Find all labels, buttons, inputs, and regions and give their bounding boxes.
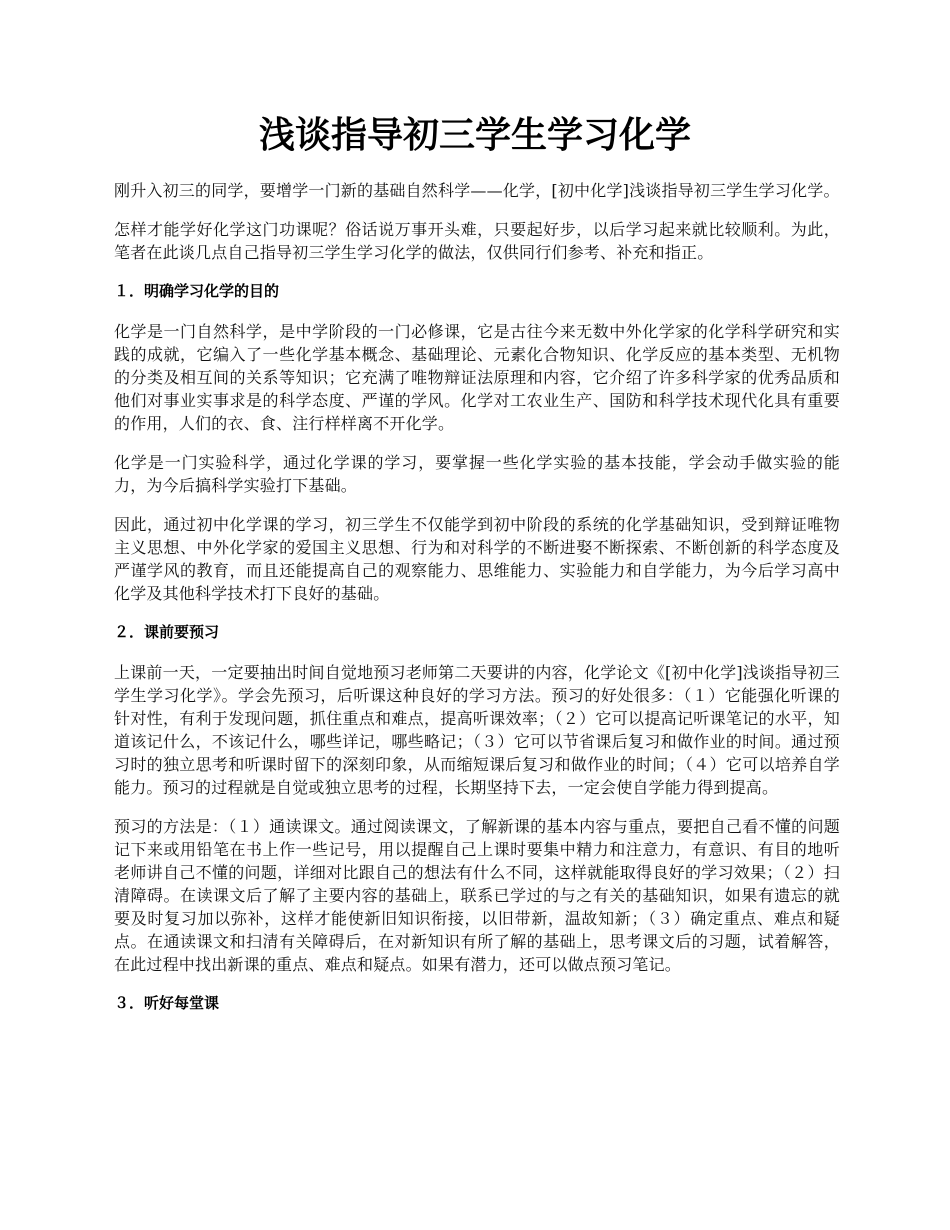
body-paragraph: 怎样才能学好化学这门功课呢？俗话说万事开头难，只要起好步，以后学习起来就比较顺利。为此，笔者在此谈几点自己指导初三学生学习化学的做法，仅供同行们参考、补充和指正。 [114, 220, 840, 262]
section-heading: ２．课前要预习 [114, 623, 220, 641]
section-heading: ３．听好每堂课 [114, 994, 220, 1012]
body-paragraph: 上课前一天，一定要抽出时间自觉地预习老师第二天要讲的内容，化学论文《[初中化学]浅谈指导初三学生学习化学》。学会先预习，后听课这种良好的学习方法。预习的好处很多：（１）它能强化听课的针对性，有利于发现问题，抓住重点和难点，提高听课效率；（２）它可以提高记听课笔记的水平，知道该记什么，不该记什么，哪些详记，哪些略记；（３）它可以节省课后复习和做作业的时间。通过预习时的独立思考和听课时留下的深刻印象，从而缩短课后复习和做作业的时间；（４）它可以培养自学能力。预习的过程就是自觉或独立思考的过程，长期坚持下去，一定会使自学能力得到提高。 [114, 663, 840, 797]
body-paragraph: 化学是一门实验科学，通过化学课的学习，要掌握一些化学实验的基本技能，学会动手做实验的能力，为今后搞科学实验打下基础。 [114, 453, 840, 495]
body-paragraph: 预习的方法是：（１）通读课文。通过阅读课文，了解新课的基本内容与重点，要把自己看不懂的问题记下来或用铅笔在书上作一些记号，用以提醒自己上课时要集中精力和注意力，有意识、有目的地听老师讲自己不懂的问题，详细对比跟自己的想法有什么不同，这样就能取得良好的学习效果；（２）扫清障碍。在读课文后了解了主要内容的基础上，联系已学过的与之有关的基础知识，如果有遗忘的就要及时复习加以弥补，这样才能使新旧知识衔接，以旧带新，温故知新；（３）确定重点、难点和疑点。在通读课文和扫清有关障碍后，在对新知识有所了解的基础上，思考课文后的习题，试着解答，在此过程中找出新课的重点、难点和疑点。如果有潜力，还可以做点预习笔记。 [114, 817, 840, 974]
document-title: 浅谈指导初三学生学习化学 [258, 115, 691, 156]
intro-paragraph: 刚升入初三的同学，要增学一门新的基础自然科学——化学，[初中化学]浅谈指导初三学生学习化学。 [114, 181, 840, 200]
section-heading: １．明确学习化学的目的 [114, 282, 280, 300]
body-paragraph: 化学是一门自然科学，是中学阶段的一门必修课，它是古往今来无数中外化学家的化学科学研究和实践的成就，它编入了一些化学基本概念、基础理论、元素化合物知识、化学反应的基本类型、无机物的分类及相互间的关系等知识；它充满了唯物辩证法原理和内容，它介绍了许多科学家的优秀品质和他们对事业实事求是的科学态度、严谨的学风。化学对工农业生产、国防和科学技术现代化具有重要的作用，人们的衣、食、注行样样离不开化学。 [114, 322, 840, 433]
document-body [114, 179, 840, 1032]
body-paragraph: 因此，通过初中化学课的学习，初三学生不仅能学到初中阶段的系统的化学基础知识，受到辩证唯物主义思想、中外化学家的爱国主义思想、行为和对科学的不断进娶不断探索、不断创新的科学态度及严谨学风的教育，而且还能提高自己的观察能力、思维能力、实验能力和自学能力，为今后学习高中化学及其他科学技术打下良好的基础。 [114, 515, 840, 603]
